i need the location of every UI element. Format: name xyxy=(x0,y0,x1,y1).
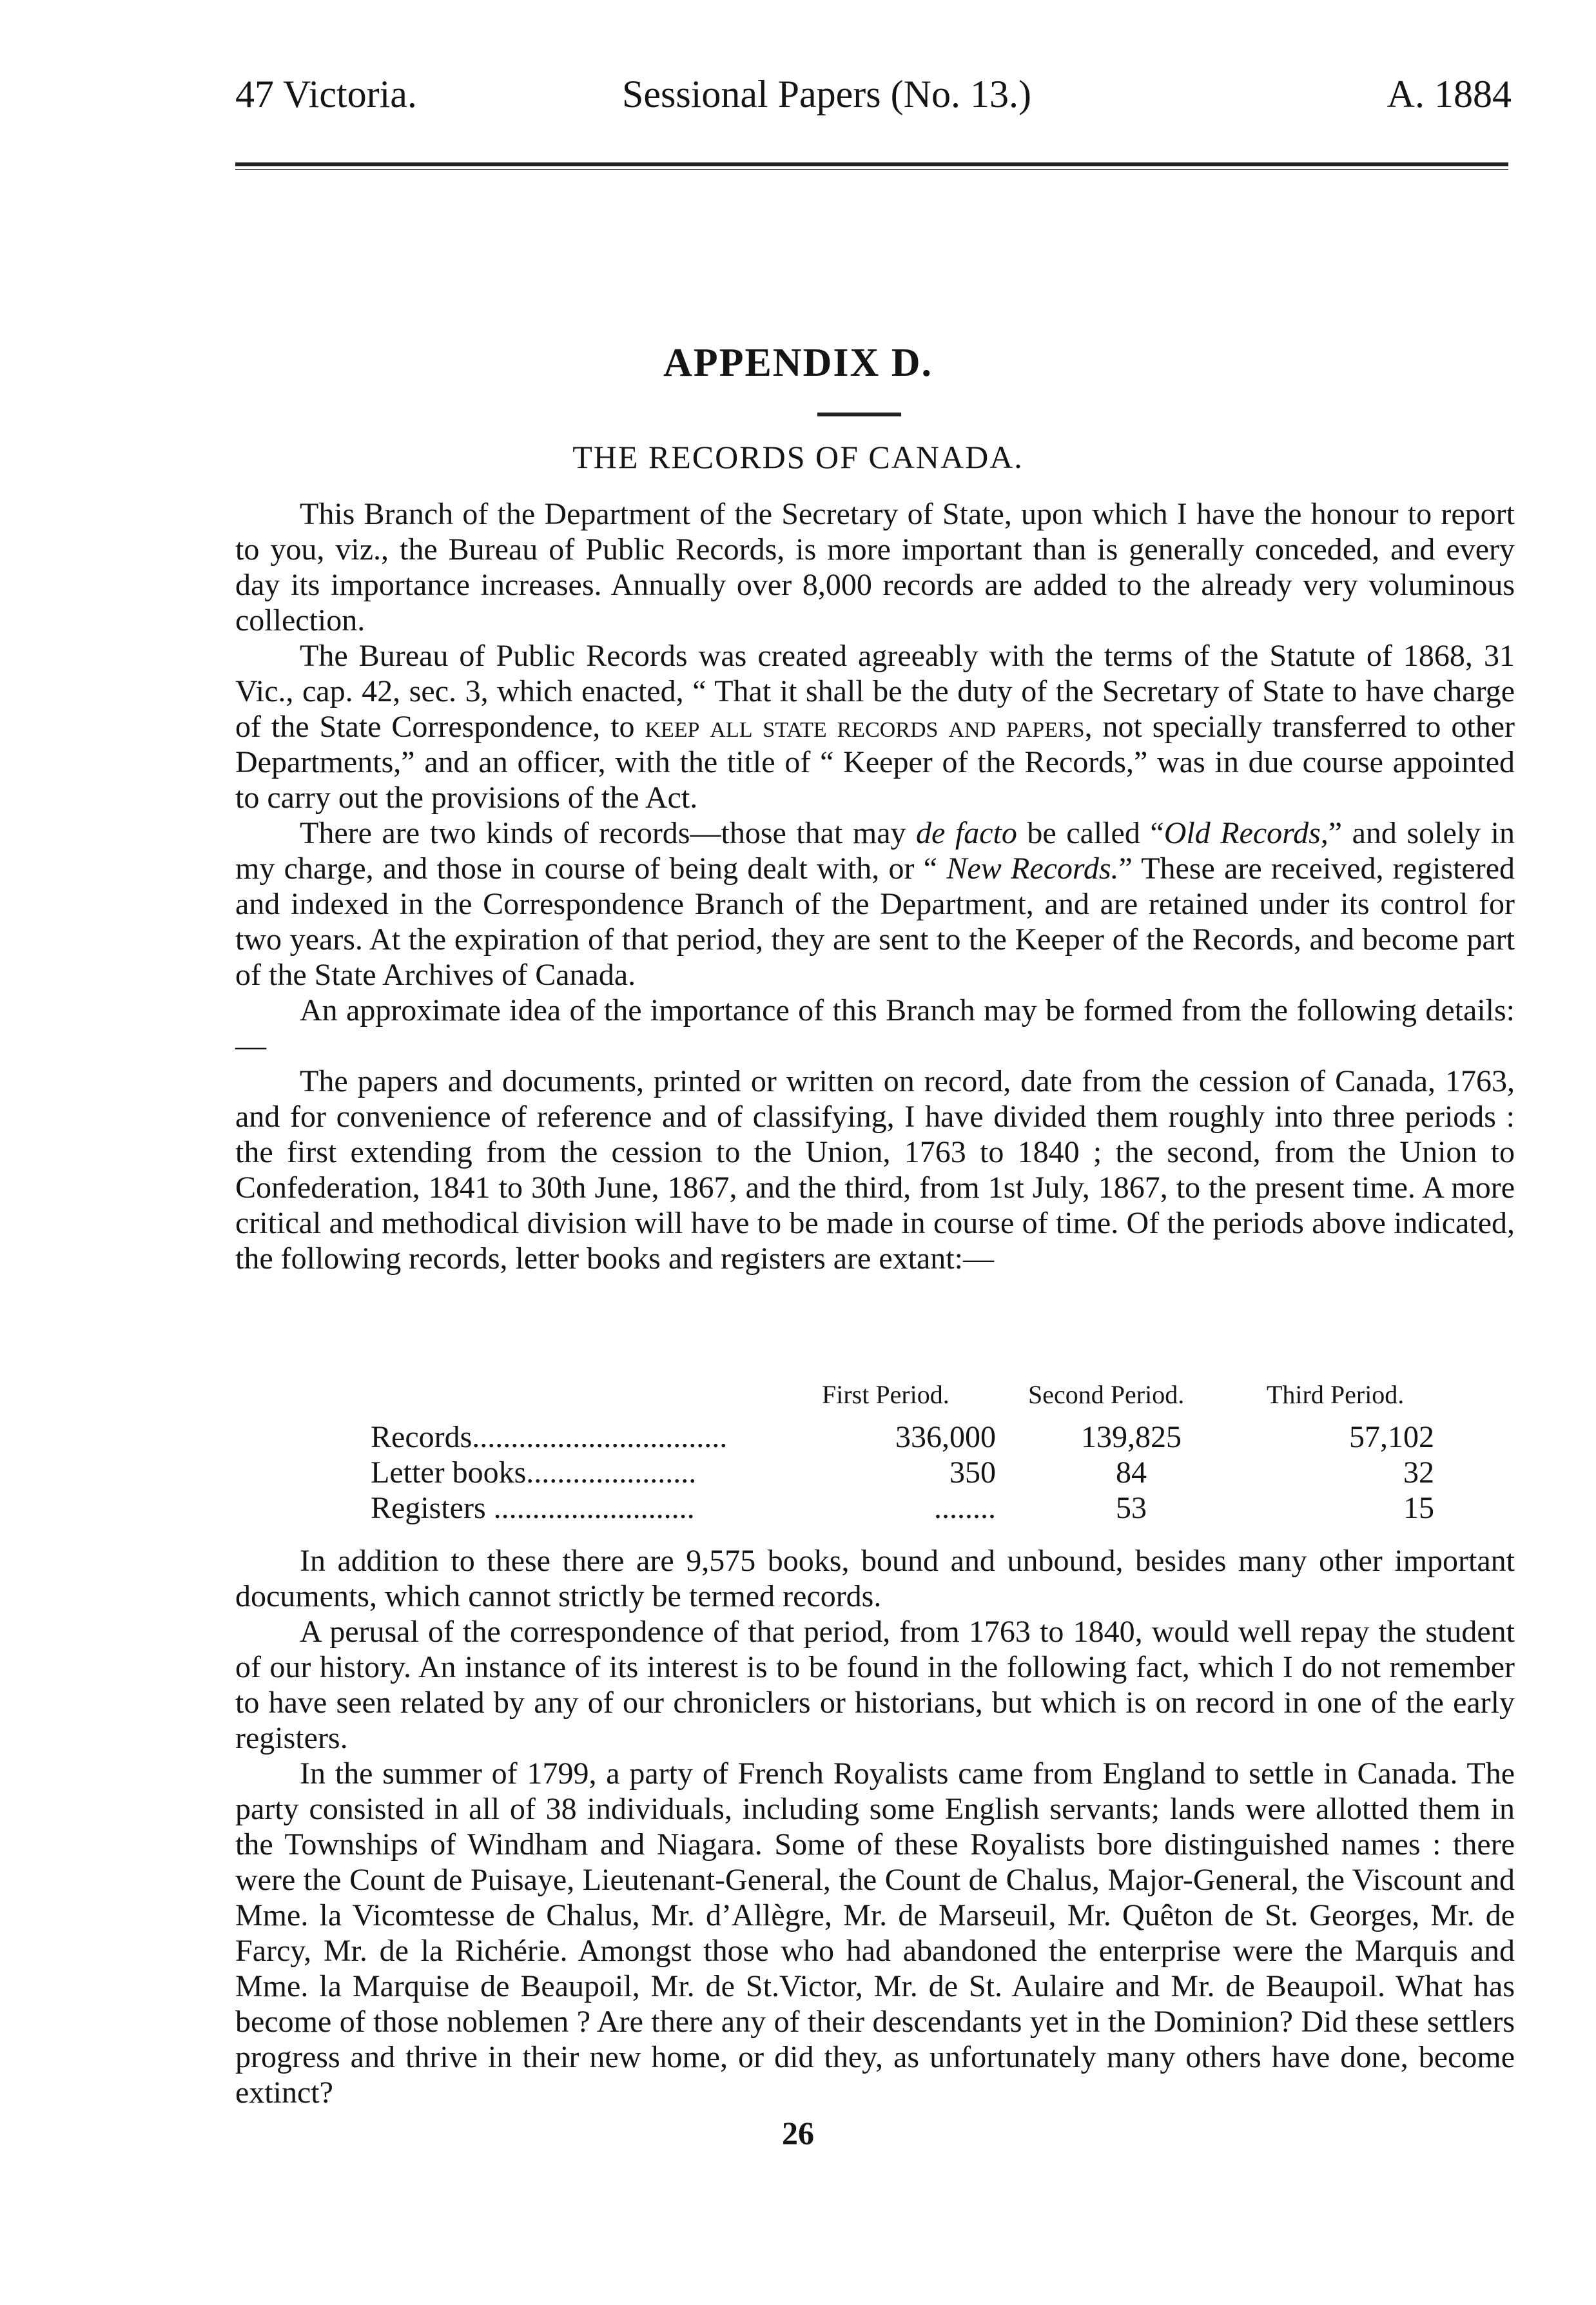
italic-phrase: de facto xyxy=(916,816,1017,850)
row-label: Records................................. xyxy=(371,1420,728,1454)
paragraph-statute xyxy=(235,638,1515,815)
header-sessional-papers: Sessional Papers (No. 13.) xyxy=(622,73,1031,115)
paragraph-intro: This Branch of the Department of the Secretary of State, upon which I have the honour to report to you, viz., the Bureau of Public Records, is more important than is generally conceded, and every day its importance increases. Annually over 8,000 records are added to the already very voluminous collection. xyxy=(235,497,1515,637)
paragraph-kinds-part: be called “ xyxy=(1017,816,1164,850)
table-header-first-period: First Period. xyxy=(822,1380,949,1409)
cell-third-period: 32 xyxy=(1403,1455,1434,1490)
cell-first-period: 350 xyxy=(949,1455,996,1490)
paragraph-kinds-part: ” These are received, registered and indexed in the Correspondence Branch of the Department, and are retained under its control for two years. At the expiration of that period, they are sent to the Keeper of the Records, and become part of the State Archives of Canada. xyxy=(235,851,1515,992)
running-header xyxy=(235,72,1512,130)
cell-third-period: 15 xyxy=(1403,1491,1434,1525)
small-caps-phrase: keep all state records and papers xyxy=(645,710,1085,744)
cell-first-period: ........ xyxy=(934,1491,996,1525)
records-table xyxy=(371,1379,1454,1526)
row-label: Registers .......................... xyxy=(371,1491,695,1525)
paragraph-periods: The papers and documents, printed or written on record, date from the cession of Canada, 1763, and for convenience of reference and of classifying, I have divided them roughly into three periods : the first extending from the cession to the Union, 1763 to 1840 ; the second, from the Union to Confederation, 1841 to 30th June, 1867, and the third, from 1st July, 1867, to the present time. A more critical and methodical division will have to be made in course of time. Of the periods above indicated, the following records, letter books and registers are extant:— xyxy=(235,1064,1515,1276)
paragraph-kinds-part: There are two kinds of records—those that may xyxy=(300,816,917,850)
cell-second-period: 139,825 xyxy=(1081,1420,1182,1454)
cell-first-period: 336,000 xyxy=(895,1420,996,1454)
page-number: 26 xyxy=(782,2115,814,2151)
header-volume: 47 Victoria. xyxy=(235,73,417,115)
table-header-second-period: Second Period. xyxy=(1028,1380,1185,1409)
header-rule xyxy=(235,162,1508,166)
paragraph-statute-part: , not specially transferred to other Departments,” and an officer, with the title of “ Keeper of the Records,” was in due course appointed to carry out the provisions of the Act. xyxy=(235,710,1515,815)
italic-phrase: New Records. xyxy=(946,851,1119,886)
table-header-row xyxy=(371,1379,1454,1419)
cell-third-period: 57,102 xyxy=(1349,1420,1434,1454)
paragraph-correspondence: A perusal of the correspondence of that period, from 1763 to 1840, would well repay the student of our history. An instance of its interest is to be found in the following fact, which I do not remember to have seen related by any of our chroniclers or historians, but which is on record in one of the early registers. xyxy=(235,1615,1515,1755)
cell-second-period: 53 xyxy=(1116,1491,1147,1525)
italic-phrase: Old Records, xyxy=(1163,816,1328,850)
body-text-bottom xyxy=(235,1543,1515,2110)
paragraph-kinds-part: ” and solely in my charge, and those in course of being dealt with, or “ xyxy=(235,816,1515,886)
table-row xyxy=(371,1490,1454,1526)
header-year: A. 1884 xyxy=(1387,73,1512,115)
header-rule-thin xyxy=(235,169,1508,170)
paragraph-books: In addition to these there are 9,575 books, bound and unbound, besides many other important documents, which cannot strictly be termed records. xyxy=(235,1544,1515,1613)
section-subtitle: THE RECORDS OF CANADA. xyxy=(572,439,1024,475)
paragraph-statute-part: The Bureau of Public Records was created agreeably with the terms of the Statute of 1868, 31 Vic., cap. 42, sec. 3, which enacted, “ That it shall be the duty of the Secretary of State to have charge of the State Correspondence, to xyxy=(235,639,1515,744)
appendix-title: APPENDIX D. xyxy=(663,341,933,385)
table-row xyxy=(371,1455,1454,1490)
title-rule xyxy=(817,413,901,416)
table-row xyxy=(371,1419,1454,1455)
body-text-top xyxy=(235,496,1515,1276)
table-header-third-period: Third Period. xyxy=(1267,1380,1405,1409)
paragraph-kinds-of-records xyxy=(235,815,1515,993)
row-label: Letter books...................... xyxy=(371,1455,697,1490)
paragraph-royalists: In the summer of 1799, a party of French Royalists came from England to settle in Canada. The party consisted in all of 38 individuals, including some English servants; lands were allotted them in the Townships of Windham and Niagara. Some of these Royalists bore distinguished names : there were the Count de Puisaye, Lieutenant-General, the Count de Chalus, Major-General, the Viscount and Mme. la Vicomtesse de Chalus, Mr. d’Allègre, Mr. de Marseuil, Mr. Quêton de St. Georges, Mr. de Farcy, Mr. de la Richérie. Amongst those who had abandoned the enterprise were the Marquis and Mme. la Marquise de Beaupoil, Mr. de St.Victor, Mr. de St. Aulaire and Mr. de Beaupoil. What has become of those noblemen ? Are there any of their descendants yet in the Dominion? Did these settlers progress and thrive in their new home, or did they, as unfortunately many others have done, become extinct? xyxy=(235,1756,1515,2110)
paragraph-approximate-idea: An approximate idea of the importance of this Branch may be formed from the following details:— xyxy=(235,993,1515,1063)
cell-second-period: 84 xyxy=(1116,1455,1147,1490)
